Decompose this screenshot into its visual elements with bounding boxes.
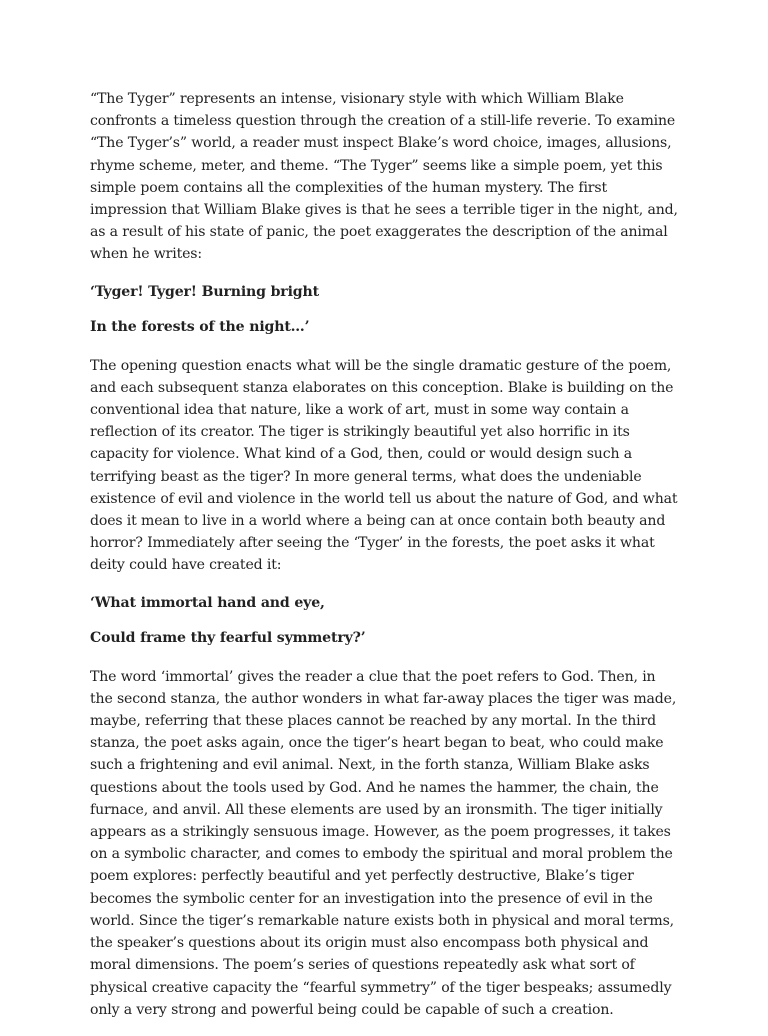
paragraph-intro: “The Tyger” represents an intense, visionary style with which William Blake confronts a timeless question through the creation of a still-life reverie. To examine “The Tyger’s” world, a reader must inspect Blake’s word choice, images, allusions, rhyme scheme, meter, and theme. “The Tyger” seems like a simple poem, yet this simple poem contains all the complexities of the human mystery. The first impression that William Blake gives is that he sees a terrible tiger in the night, and, as a result of his state of panic, the poet exaggerates the description of the animal when he writes:	[90, 91, 678, 263]
document-page	[90, 88, 682, 1036]
paragraph-analysis: The opening question enacts what will be the single dramatic gesture of the poem, and each subsequent stanza elaborates on this conception. Blake is building on the conventional idea that nature, like a work of art, must in some way contain a reflection of its creator. The tiger is strikingly beautiful yet also horrific in its capacity for violence. What kind of a God, then, could or would design such a terrifying beast as the tiger? In more general terms, what does the undeniable existence of evil and violence in the world tell us about the nature of God, and what does it mean to live in a world where a being can at once contain both beauty and horror? Immediately after seeing the ‘Tyger’ in the forests, the poet asks it what deity could have created it:	[90, 357, 678, 574]
quote-tyger-line-2: In the forests of the night…’	[90, 318, 310, 335]
quote-immortal-line-2: Could frame thy fearful symmetry?’	[90, 629, 366, 646]
paragraph-conclusion: The word ‘immortal’ gives the reader a clue that the poet refers to God. Then, in the second stanza, the author wonders in what far-away places the tiger was made, maybe, referring that these places cannot be reached by any mortal. In the third stanza, the poet asks again, once the tiger’s heart began to beat, who could make such a frightening and evil animal. Next, in the forth stanza, William Blake asks questions about the tools used by God. And he names the hammer, the chain, the furnace, and anvil. All these elements are used by an ironsmith. The tiger initially appears as a strikingly sensuous image. However, as the poem progresses, it takes on a symbolic character, and comes to embody the spiritual and moral problem the poem explores: perfectly beautiful and yet perfectly destructive, Blake’s tiger becomes the symbolic center for an investigation into the presence of evil in the world. Since the tiger’s remarkable nature exists both in physical and moral terms, the speaker’s questions about its origin must also encompass both physical and moral dimensions. The poem’s series of questions repeatedly ask what sort of physical creative capacity the “fearful symmetry” of the tiger bespeaks; assumedly only a very strong and powerful being could be capable of such a creation.	[90, 668, 677, 1018]
quote-immortal-line-1: ‘What immortal hand and eye,	[90, 594, 325, 611]
quote-tyger-line-1: ‘Tyger! Tyger! Burning bright	[90, 283, 319, 300]
